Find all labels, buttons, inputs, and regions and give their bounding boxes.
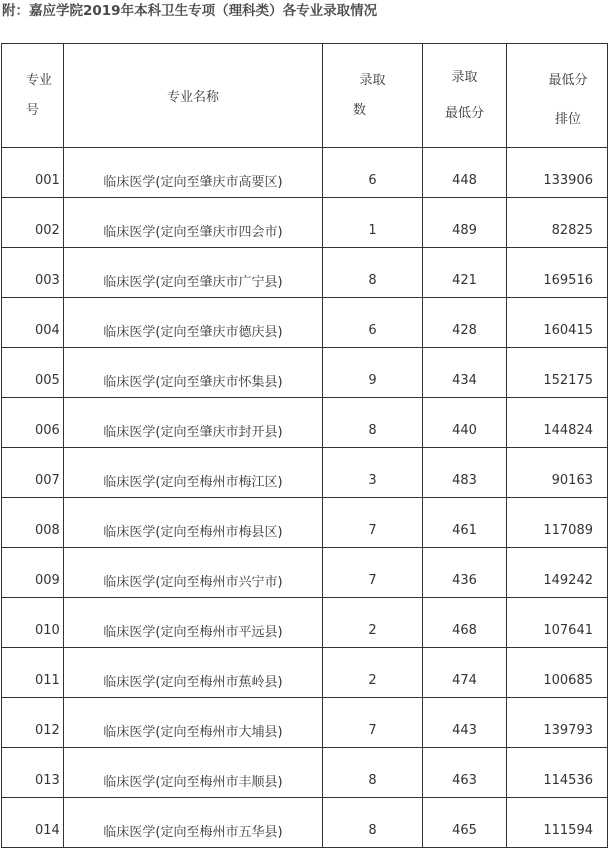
cell-min-rank: 149242 — [507, 548, 608, 598]
cell-code: 003 — [2, 248, 64, 298]
header-count — [323, 44, 423, 148]
header-count-line2: 数 — [353, 102, 367, 118]
cell-min-score: 463 — [423, 748, 507, 798]
admission-table — [1, 43, 608, 848]
cell-code: 012 — [2, 698, 64, 748]
cell-code: 006 — [2, 398, 64, 448]
cell-count: 8 — [323, 398, 423, 448]
cell-count: 8 — [323, 748, 423, 798]
header-count-line1: 录取 — [359, 72, 386, 88]
cell-name: 临床医学(定向至肇庆市封开县) — [64, 398, 323, 448]
cell-name: 临床医学(定向至肇庆市四会市) — [64, 198, 323, 248]
cell-name: 临床医学(定向至肇庆市德庆县) — [64, 298, 323, 348]
cell-code: 014 — [2, 798, 64, 848]
cell-min-rank: 152175 — [507, 348, 608, 398]
cell-code: 013 — [2, 748, 64, 798]
table-row — [2, 198, 608, 248]
cell-min-rank: 82825 — [507, 198, 608, 248]
cell-min-rank: 100685 — [507, 648, 608, 698]
header-min-rank — [507, 44, 608, 148]
table-body — [2, 148, 608, 848]
table-row — [2, 548, 608, 598]
cell-min-rank: 90163 — [507, 448, 608, 498]
cell-code: 008 — [2, 498, 64, 548]
cell-count: 2 — [323, 598, 423, 648]
cell-count: 9 — [323, 348, 423, 398]
table-row — [2, 448, 608, 498]
header-min-score-line1: 录取 — [451, 69, 478, 85]
header-code-line1: 专业 — [26, 72, 53, 88]
cell-count: 7 — [323, 548, 423, 598]
page-title: 附：嘉应学院2019年本科卫生专项（理科类）各专业录取情况 — [2, 3, 378, 19]
table-row — [2, 148, 608, 198]
cell-name: 临床医学(定向至肇庆市怀集县) — [64, 348, 323, 398]
cell-min-rank: 160415 — [507, 298, 608, 348]
cell-code: 010 — [2, 598, 64, 648]
cell-min-rank: 139793 — [507, 698, 608, 748]
cell-name: 临床医学(定向至肇庆市高要区) — [64, 148, 323, 198]
cell-min-score: 468 — [423, 598, 507, 648]
cell-count: 7 — [323, 498, 423, 548]
cell-min-score: 474 — [423, 648, 507, 698]
cell-count: 8 — [323, 798, 423, 848]
table-header — [2, 44, 608, 148]
table-row — [2, 498, 608, 548]
header-min-score-line2: 最低分 — [444, 105, 484, 121]
header-min-score — [423, 44, 507, 148]
cell-code: 007 — [2, 448, 64, 498]
cell-code: 009 — [2, 548, 64, 598]
cell-min-rank: 169516 — [507, 248, 608, 298]
header-code — [2, 44, 64, 148]
cell-count: 6 — [323, 298, 423, 348]
cell-code: 001 — [2, 148, 64, 198]
cell-code: 005 — [2, 348, 64, 398]
table-row — [2, 798, 608, 848]
cell-name: 临床医学(定向至梅州市梅江区) — [64, 448, 323, 498]
cell-min-score: 443 — [423, 698, 507, 748]
cell-code: 011 — [2, 648, 64, 698]
cell-name: 临床医学(定向至梅州市蕉岭县) — [64, 648, 323, 698]
cell-code: 004 — [2, 298, 64, 348]
cell-count: 8 — [323, 248, 423, 298]
cell-min-score: 436 — [423, 548, 507, 598]
cell-name: 临床医学(定向至梅州市兴宁市) — [64, 548, 323, 598]
cell-min-rank: 144824 — [507, 398, 608, 448]
cell-code: 002 — [2, 198, 64, 248]
header-row — [2, 44, 608, 148]
cell-min-score: 448 — [423, 148, 507, 198]
cell-min-rank: 107641 — [507, 598, 608, 648]
cell-min-score: 440 — [423, 398, 507, 448]
table-row — [2, 298, 608, 348]
table-row — [2, 748, 608, 798]
header-min-rank-line1: 最低分 — [548, 72, 588, 88]
cell-min-rank: 114536 — [507, 748, 608, 798]
cell-min-score: 461 — [423, 498, 507, 548]
cell-min-rank: 111594 — [507, 798, 608, 848]
table-row — [2, 348, 608, 398]
header-code-line2: 号 — [26, 102, 40, 118]
cell-min-score: 434 — [423, 348, 507, 398]
table-row — [2, 598, 608, 648]
cell-count: 6 — [323, 148, 423, 198]
cell-name: 临床医学(定向至梅州市平远县) — [64, 598, 323, 648]
header-name-label: 专业名称 — [166, 90, 219, 105]
cell-min-rank: 117089 — [507, 498, 608, 548]
cell-name: 临床医学(定向至梅州市五华县) — [64, 798, 323, 848]
table-row — [2, 248, 608, 298]
cell-name: 临床医学(定向至肇庆市广宁县) — [64, 248, 323, 298]
cell-min-score: 421 — [423, 248, 507, 298]
cell-name: 临床医学(定向至梅州市梅县区) — [64, 498, 323, 548]
cell-name: 临床医学(定向至梅州市丰顺县) — [64, 748, 323, 798]
cell-min-score: 489 — [423, 198, 507, 248]
cell-min-rank: 133906 — [507, 148, 608, 198]
cell-name: 临床医学(定向至梅州市大埔县) — [64, 698, 323, 748]
cell-min-score: 465 — [423, 798, 507, 848]
table-row — [2, 398, 608, 448]
table-row — [2, 698, 608, 748]
table-row — [2, 648, 608, 698]
cell-min-score: 483 — [423, 448, 507, 498]
cell-count: 2 — [323, 648, 423, 698]
cell-count: 1 — [323, 198, 423, 248]
header-min-rank-line2: 排位 — [554, 111, 581, 127]
cell-count: 7 — [323, 698, 423, 748]
header-name — [64, 44, 323, 148]
cell-min-score: 428 — [423, 298, 507, 348]
cell-count: 3 — [323, 448, 423, 498]
